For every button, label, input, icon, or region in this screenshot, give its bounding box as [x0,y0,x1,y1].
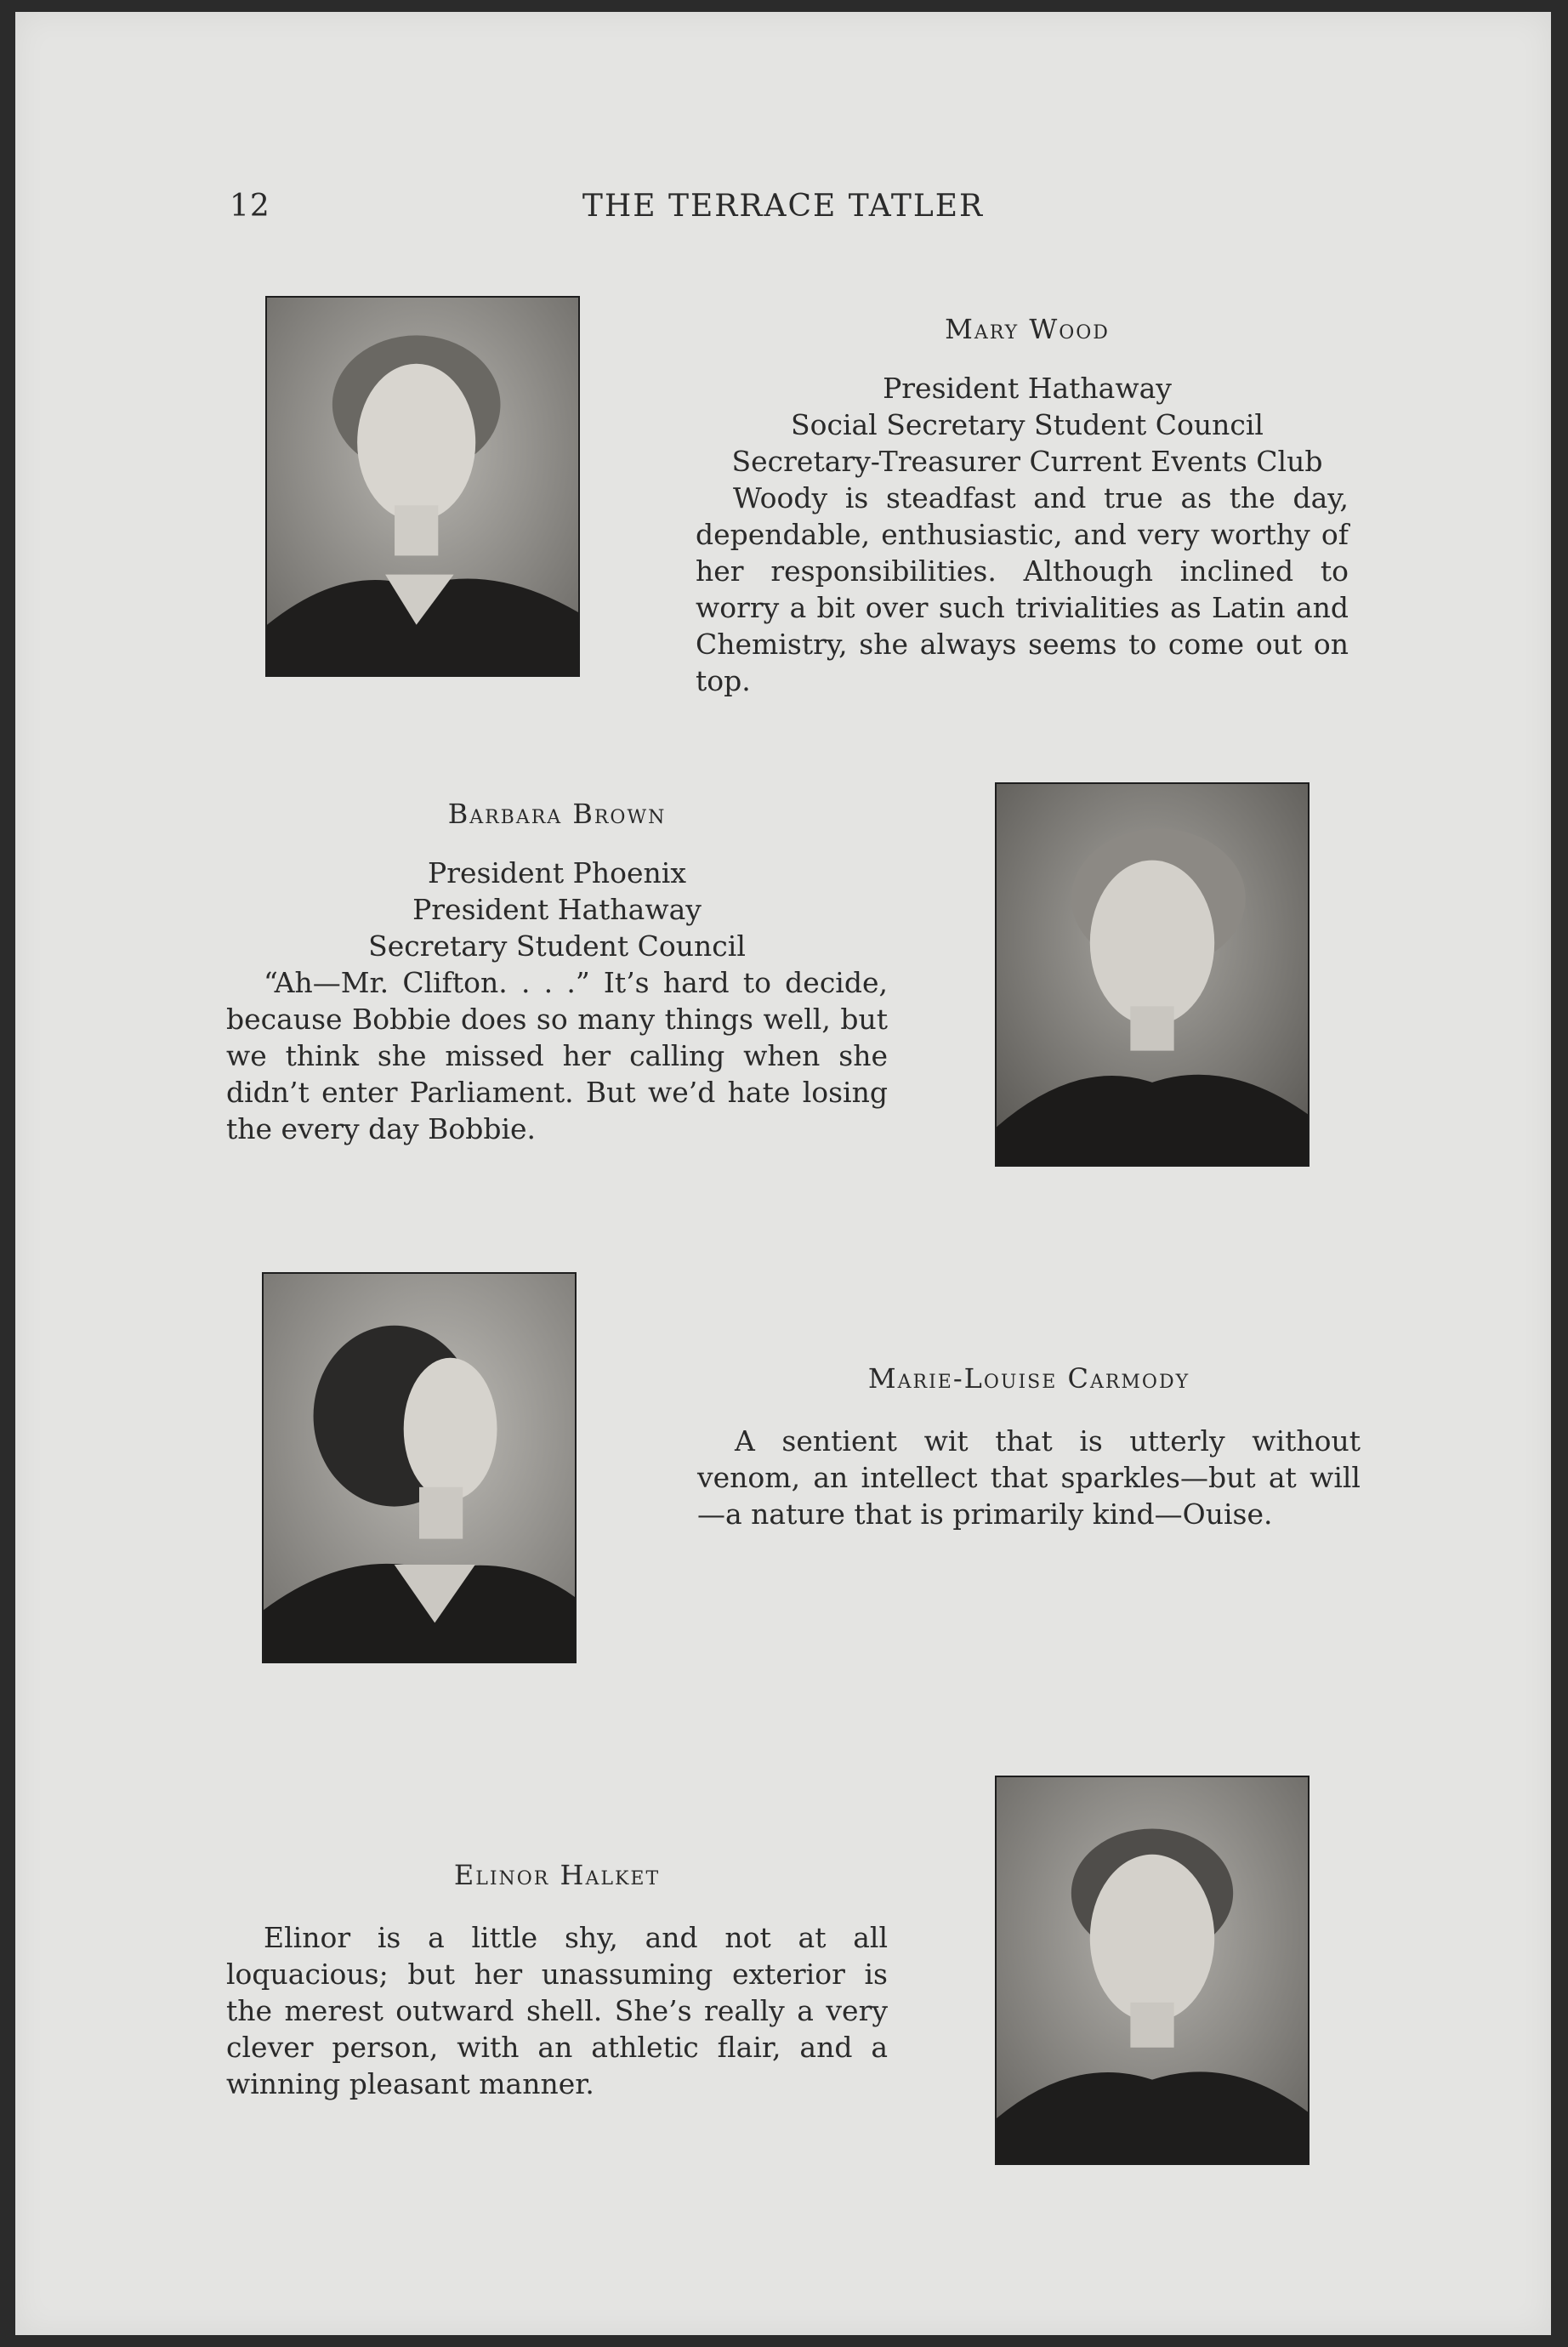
portrait-photo-marie-louise-carmody [262,1272,577,1663]
yearbook-page [15,12,1551,2335]
student-name: Elinor Halket [453,1859,661,1891]
student-bio: Woody is steadfast and true as the day, dependable, enthusiastic, and very worthy of her responsibilities. Although inclined to worry a bit over such trivialities as Latin and Chemistry, she always seems to come out on top. [696,481,1349,697]
student-bio: Elinor is a little shy, and not at all loquacious; but her unassuming exterior is the merest outward shell. She’s really a very clever person, with an athletic flair, and a winning pleasant manner. [226,1921,888,2100]
student-name: Barbara Brown [447,798,667,830]
student-name: Mary Wood [945,313,1110,345]
student-bio: A sentient wit that is utterly without venom, an intellect that sparkles—but at will—a nature that is primarily kind—Ouise. [697,1424,1361,1531]
student-name: Marie-Louise Carmody [867,1362,1190,1395]
office-line: President Hathaway [883,372,1172,405]
portrait-photo-mary-wood [265,296,580,677]
entry-barbara-brown [226,796,888,1147]
page-number: 12 [230,189,270,224]
office-line: Secretary Student Council [368,929,746,963]
portrait-photo-elinor-halket [995,1776,1310,2165]
office-line: Secretary-Treasurer Current Events Club [731,445,1323,478]
office-line: President Phoenix [428,856,686,889]
portrait-photo-barbara-brown [995,782,1310,1167]
running-head [230,189,1337,228]
office-line: Social Secretary Student Council [791,408,1264,441]
entry-marie-louise-carmody [697,1361,1361,1532]
entry-mary-wood [696,311,1359,699]
office-line: President Hathaway [412,893,702,926]
student-bio: “Ah—Mr. Clifton. . . .” It’s hard to decide, because Bobbie does so many things well, but we think she missed her calling when she didn’t enter Parliament. But we’d hate losing the every day Bobbie. [226,966,888,1145]
entry-elinor-halket [226,1857,888,2102]
journal-title: THE TERRACE TATLER [582,189,985,224]
